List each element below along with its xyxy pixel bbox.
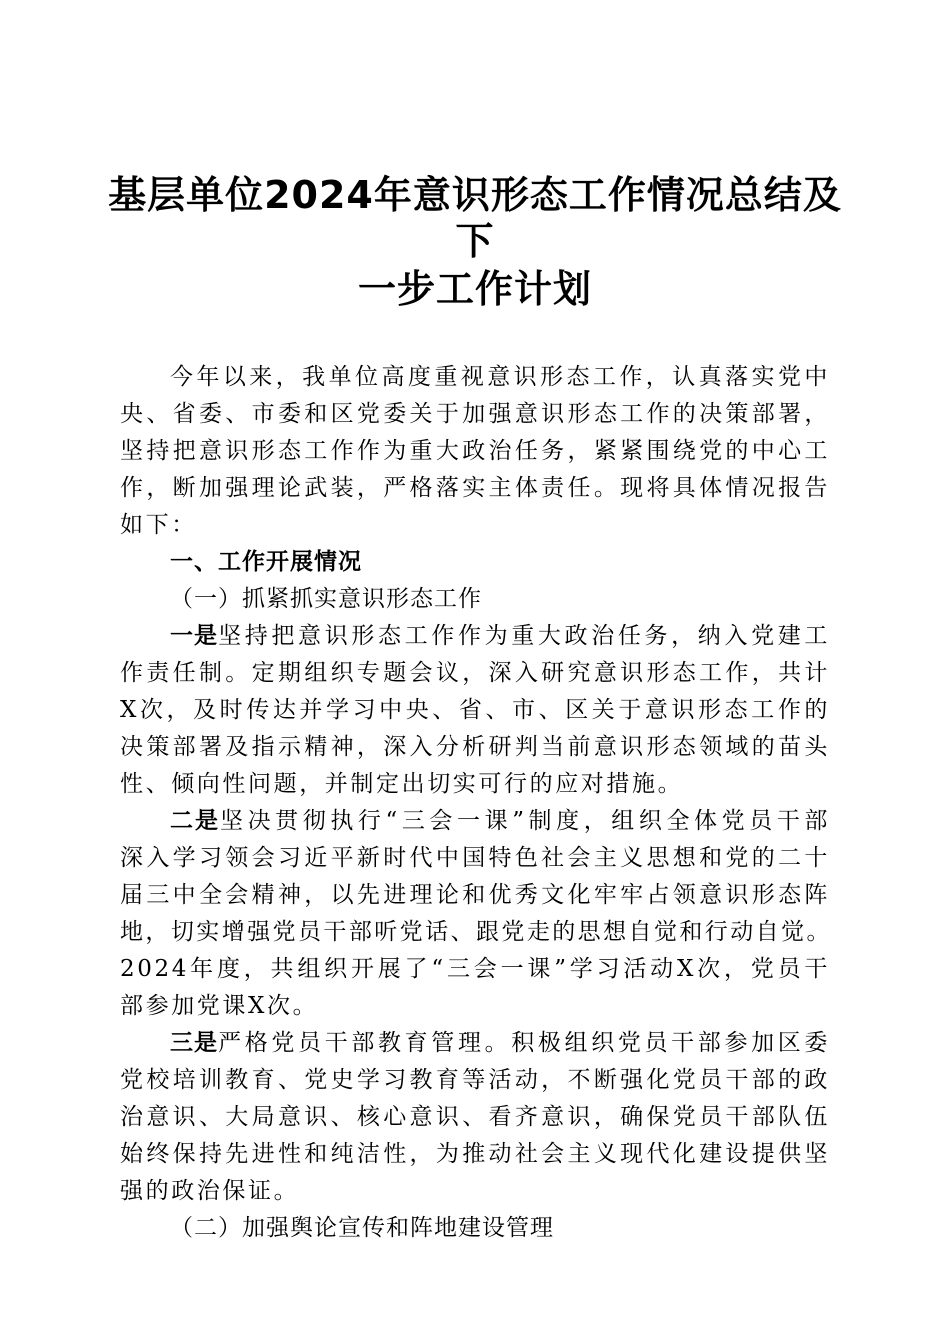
paragraph-line: 治意识、大局意识、核心意识、看齐意识，确保党员干部队伍 (120, 1104, 830, 1130)
intro-line: 坚持把意识形态工作作为重大政治任务，紧紧围绕党的中心工 (120, 438, 830, 464)
paragraph-line (120, 618, 830, 655)
paragraph-text: 坚持把意识形态工作作为重大政治任务，纳入党建工 (218, 623, 830, 649)
intro-line: 如下： (120, 512, 197, 538)
intro-line: 作，断加强理论武装，严格落实主体责任。现将具体情况报告 (120, 475, 830, 501)
intro-line: 央、省委、市委和区党委关于加强意识形态工作的决策部署， (120, 401, 830, 427)
subsection-heading: （二）加强舆论宣传和阵地建设管理 (170, 1215, 554, 1241)
paragraph-line: 届三中全会精神，以先进理论和优秀文化牢牢占领意识形态阵 (120, 882, 830, 908)
paragraph-lead: 一是 (170, 623, 219, 649)
paragraph-line: 地，切实增强党员干部听党话、跟党走的思想自觉和行动自觉。 (120, 919, 830, 945)
section-heading: 一、工作开展情况 (170, 549, 362, 575)
paragraph-line: 部参加党课X次。 (120, 993, 319, 1019)
paragraph-line: 性、倾向性问题，并制定出切实可行的应对措施。 (120, 771, 684, 797)
paragraph-lead: 二是 (170, 808, 220, 834)
intro-line: 今年以来，我单位高度重视意识形态工作，认真落实党中 (170, 364, 830, 390)
document-body (120, 359, 830, 1247)
document-title-line-1: 基层单位2024年意识形态工作情况总结及下 (108, 173, 842, 263)
paragraph-line: X次，及时传达并学习中央、省、市、区关于意识形态工作的 (120, 697, 830, 723)
paragraph-text: 严格党员干部教育管理。积极组织党员干部参加区委 (218, 1030, 830, 1056)
paragraph-lead: 三是 (170, 1030, 219, 1056)
paragraph-line: 强的政治保证。 (120, 1178, 300, 1204)
paragraph-text: 坚决贯彻执行“三会一课”制度，组织全体党员干部 (219, 808, 830, 834)
paragraph-line: 党校培训教育、党史学习教育等活动，不断强化党员干部的政 (120, 1067, 830, 1093)
paragraph-line (120, 803, 830, 840)
paragraph-line: 2024年度，共组织开展了“三会一课”学习活动X次，党员干 (120, 956, 830, 982)
document-title-line-2: 一步工作计划 (357, 267, 592, 311)
paragraph-line: 决策部署及指示精神，深入分析研判当前意识形态领域的苗头 (120, 734, 830, 760)
paragraph-line (120, 1025, 830, 1062)
paragraph-line: 始终保持先进性和纯洁性，为推动社会主义现代化建设提供坚 (120, 1141, 830, 1167)
subsection-heading: （一）抓紧抓实意识形态工作 (170, 586, 482, 612)
paragraph-line: 作责任制。定期组织专题会议，深入研究意识形态工作，共计 (120, 660, 830, 686)
paragraph-line: 深入学习领会习近平新时代中国特色社会主义思想和党的二十 (120, 845, 830, 871)
